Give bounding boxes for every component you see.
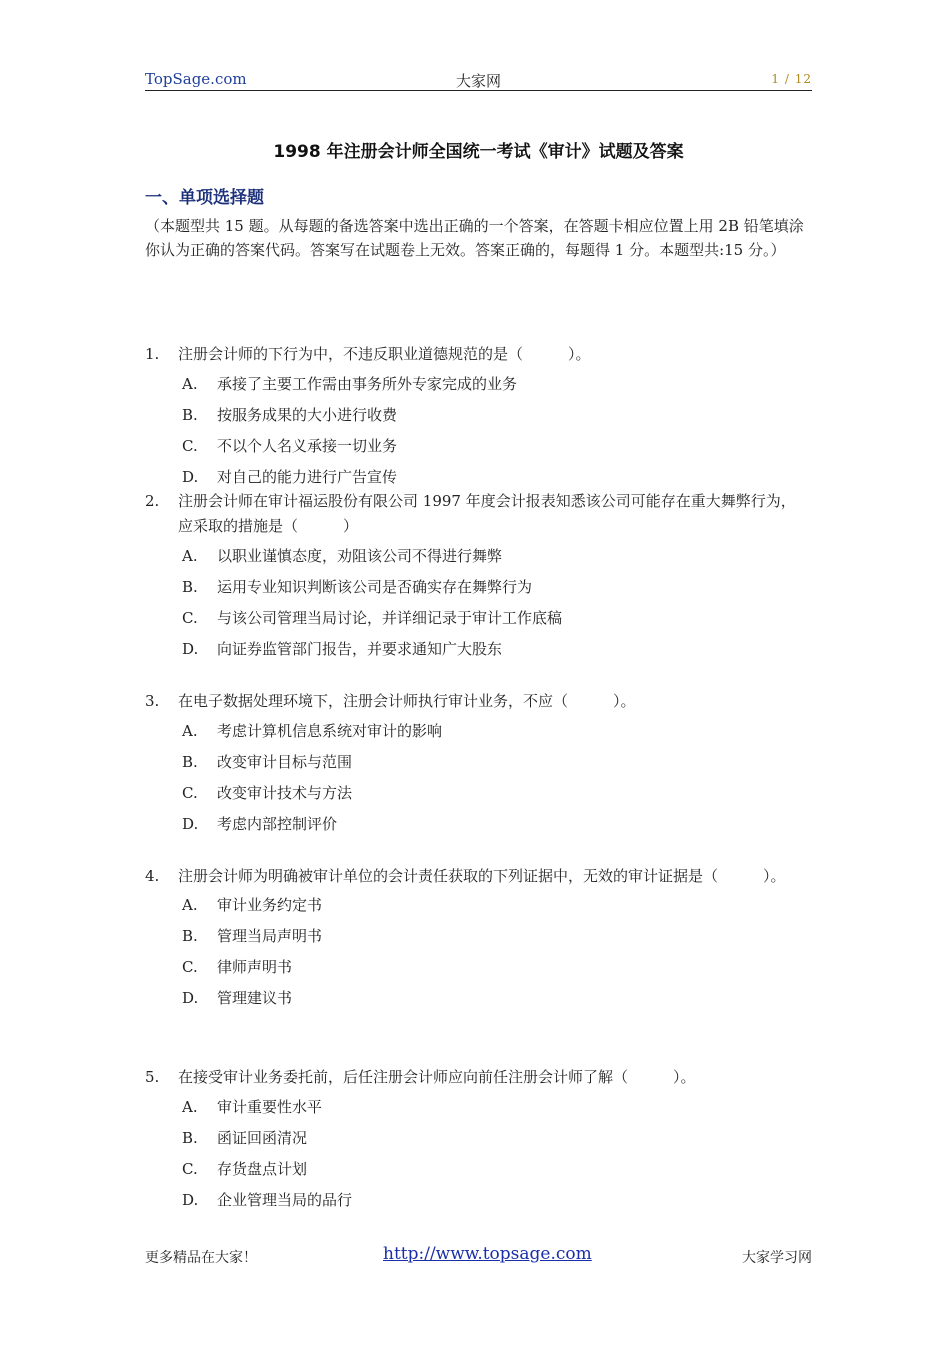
option-c	[145, 1154, 807, 1185]
option-letter: B.	[182, 927, 198, 945]
option-b	[145, 572, 807, 603]
header-site-name[interactable]: TopSage.com	[145, 70, 247, 88]
option-a	[145, 369, 807, 400]
option-letter: A.	[182, 375, 198, 393]
header-center-title: 大家网	[455, 72, 501, 90]
option-text: 审计业务约定书	[217, 896, 323, 914]
question-1	[145, 343, 807, 493]
option-letter: B.	[182, 578, 198, 596]
option-text: 管理当局声明书	[217, 927, 323, 945]
option-d	[145, 983, 807, 1014]
option-c	[145, 778, 807, 809]
option-text: 改变审计目标与范围	[217, 753, 353, 771]
option-letter: B.	[182, 753, 198, 771]
option-letter: B.	[182, 406, 198, 424]
question-text: 注册会计师为明确被审计单位的会计责任获取的下列证据中，无效的审计证据是（ ）。	[178, 867, 786, 885]
option-letter: C.	[182, 609, 198, 627]
option-c	[145, 431, 807, 462]
footer-left-text: 更多精品在大家！	[145, 1250, 257, 1266]
option-letter: D.	[182, 815, 199, 833]
option-letter: A.	[182, 896, 198, 914]
question-number: 2.	[145, 492, 160, 510]
option-letter: C.	[182, 784, 198, 802]
page-header	[145, 68, 812, 91]
option-text: 承接了主要工作需由事务所外专家完成的业务	[217, 375, 518, 393]
document-title: 1998 年注册会计师全国统一考试《审计》试题及答案	[273, 142, 684, 162]
option-letter: C.	[182, 437, 198, 455]
option-text: 按服务成果的大小进行收费	[217, 406, 398, 424]
option-c	[145, 952, 807, 983]
question-number: 4.	[145, 867, 160, 885]
question-number: 1.	[145, 345, 160, 363]
option-letter: D.	[182, 989, 199, 1007]
section-title: 一、单项选择题	[145, 188, 264, 208]
question-number: 5.	[145, 1068, 160, 1086]
option-letter: A.	[182, 1098, 198, 1116]
option-c	[145, 603, 807, 634]
option-d	[145, 809, 807, 840]
question-text: 注册会计师在审计福运股份有限公司 1997 年度会计报表知悉该公司可能存在重大舞弊行为，应采取的措施是（ ）	[178, 492, 796, 535]
option-letter: A.	[182, 547, 198, 565]
footer-right-text: 大家学习网	[742, 1250, 812, 1266]
option-text: 企业管理当局的品行	[217, 1191, 353, 1209]
option-letter: D.	[182, 640, 199, 658]
option-text: 管理建议书	[217, 989, 293, 1007]
option-a	[145, 716, 807, 747]
page-footer	[145, 1244, 812, 1269]
option-d	[145, 634, 807, 665]
option-b	[145, 1123, 807, 1154]
question-text: 在接受审计业务委托前，后任注册会计师应向前任注册会计师了解（ ）。	[178, 1068, 696, 1086]
question-number: 3.	[145, 692, 160, 710]
option-a	[145, 541, 807, 572]
question-3	[145, 690, 807, 840]
option-text: 律师声明书	[217, 958, 293, 976]
option-text: 运用专业知识判断该公司是否确实存在舞弊行为	[217, 578, 533, 596]
option-text: 改变审计技术与方法	[217, 784, 353, 802]
option-b	[145, 921, 807, 952]
question-2	[145, 489, 807, 665]
option-text: 向证券监管部门报告，并要求通知广大股东	[217, 640, 503, 658]
option-text: 审计重要性水平	[217, 1098, 323, 1116]
option-b	[145, 400, 807, 431]
option-letter: A.	[182, 722, 198, 740]
option-a	[145, 890, 807, 921]
option-text: 对自己的能力进行广告宣传	[217, 468, 398, 486]
question-text: 注册会计师的下行为中，不违反职业道德规范的是（ ）。	[178, 345, 591, 363]
option-a	[145, 1092, 807, 1123]
option-letter: D.	[182, 1191, 199, 1209]
option-letter: C.	[182, 958, 198, 976]
option-b	[145, 747, 807, 778]
option-text: 与该公司管理当局讨论，并详细记录于审计工作底稿	[217, 609, 563, 627]
page-indicator: 1 / 12	[771, 72, 812, 86]
question-4	[145, 864, 807, 1014]
option-letter: B.	[182, 1129, 198, 1147]
footer-link[interactable]: http://www.topsage.com	[383, 1244, 592, 1264]
option-d	[145, 1185, 807, 1216]
option-text: 以职业谨慎态度，劝阻该公司不得进行舞弊	[217, 547, 503, 565]
option-text: 考虑内部控制评价	[217, 815, 338, 833]
section-intro: （本题型共 15 题。从每题的备选答案中选出正确的一个答案，在答题卡相应位置上用 2B 铅笔填涂你认为正确的答案代码。答案写在试题卷上无效。答案正确的，每题得 1 分。本题型共:15 分。）	[145, 217, 804, 259]
question-text: 在电子数据处理环境下，注册会计师执行审计业务，不应（ ）。	[178, 692, 636, 710]
option-text: 考虑计算机信息系统对审计的影响	[217, 722, 443, 740]
option-text: 存货盘点计划	[217, 1160, 308, 1178]
option-letter: C.	[182, 1160, 198, 1178]
option-text: 不以个人名义承接一切业务	[217, 437, 398, 455]
option-text: 函证回函清况	[217, 1129, 308, 1147]
question-5	[145, 1066, 807, 1216]
option-letter: D.	[182, 468, 199, 486]
